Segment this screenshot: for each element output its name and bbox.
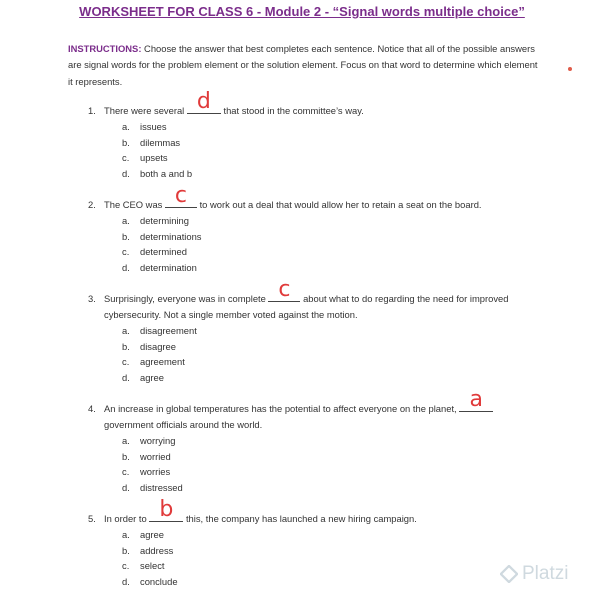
question-stem xyxy=(104,387,538,433)
answer-blank[interactable] xyxy=(268,277,300,302)
question-number: 2. xyxy=(88,199,96,210)
option-b[interactable]: b. address xyxy=(122,544,174,556)
handwritten-answer: b xyxy=(159,497,174,522)
instructions-label: INSTRUCTIONS: xyxy=(68,43,142,54)
stem-before: In order to xyxy=(104,513,150,524)
options-list xyxy=(122,119,538,181)
red-dot-mark xyxy=(568,67,572,71)
question-number: 3. xyxy=(88,293,96,304)
option-a[interactable]: a. agree xyxy=(122,529,164,540)
option-c[interactable]: c. determined xyxy=(122,246,187,258)
stem-before: The CEO was xyxy=(104,199,165,210)
question-4 xyxy=(88,387,538,495)
stem-after: to work out a deal that would allow her to retain a seat on the board. xyxy=(196,199,482,210)
platzi-watermark xyxy=(500,563,568,585)
question-stem xyxy=(104,183,538,213)
option-d[interactable]: d. conclude xyxy=(122,575,178,587)
options-list xyxy=(122,433,538,495)
option-b[interactable]: b. determinations xyxy=(122,230,202,242)
option-c[interactable]: c. worries xyxy=(122,466,171,478)
answer-blank[interactable] xyxy=(165,183,197,208)
question-number: 5. xyxy=(88,513,96,524)
options-list xyxy=(122,213,538,275)
stem-before: There were several xyxy=(104,105,187,116)
question-number: 1. xyxy=(88,105,96,116)
question-stem xyxy=(104,497,538,527)
options-list xyxy=(122,527,538,589)
question-2 xyxy=(88,183,538,275)
stem-before: An increase in global temperatures has the potential to affect everyone on the planet, xyxy=(104,403,460,414)
stem-after: this, the company has launched a new hiring campaign. xyxy=(183,513,417,524)
stem-after: government officials around the world. xyxy=(104,419,263,430)
option-c[interactable]: c. select xyxy=(122,560,165,572)
handwritten-answer: c xyxy=(278,277,291,302)
question-1 xyxy=(88,89,538,181)
handwritten-answer: d xyxy=(196,89,211,114)
options-list xyxy=(122,323,538,385)
option-d[interactable]: d. agree xyxy=(122,371,164,383)
option-a[interactable]: a. determining xyxy=(122,215,189,226)
question-5 xyxy=(88,497,538,589)
option-a[interactable]: a. worrying xyxy=(122,435,176,446)
instructions-text: Choose the answer that best completes each sentence. Notice that all of the possible answers are signal words for the problem element or the solution element. Focus on that word to determine which element it represents. xyxy=(68,43,538,87)
option-d[interactable]: d. distressed xyxy=(122,481,183,493)
stem-after: that stood in the committee’s way. xyxy=(220,105,364,116)
option-a[interactable]: a. issues xyxy=(122,121,167,132)
answer-blank[interactable] xyxy=(187,89,221,114)
stem-after: about what to do regarding the need for improved cybersecurity. Not a single member voted against the motion. xyxy=(104,293,509,320)
option-b[interactable]: b. disagree xyxy=(122,340,176,352)
option-d[interactable]: d. determination xyxy=(122,261,197,273)
stem-before: Surprisingly, everyone was in complete xyxy=(104,293,269,304)
answer-blank[interactable] xyxy=(149,497,183,522)
platzi-logo-icon xyxy=(500,565,518,583)
option-c[interactable]: c. upsets xyxy=(122,152,168,164)
question-stem xyxy=(104,277,538,323)
worksheet-title: WORKSHEET FOR CLASS 6 - Module 2 - “Signal words multiple choice” xyxy=(79,4,525,19)
option-a[interactable]: a. disagreement xyxy=(122,325,197,336)
handwritten-answer: a xyxy=(469,387,484,412)
option-b[interactable]: b. dilemmas xyxy=(122,136,181,148)
question-number: 4. xyxy=(88,403,96,414)
option-b[interactable]: b. worried xyxy=(122,450,171,462)
option-c[interactable]: c. agreement xyxy=(122,356,185,368)
question-3 xyxy=(88,277,538,385)
question-stem xyxy=(104,89,538,119)
answer-blank[interactable] xyxy=(459,387,493,412)
handwritten-answer: c xyxy=(174,183,188,208)
watermark-text: Platzi xyxy=(522,563,569,584)
instructions xyxy=(68,41,538,90)
option-d[interactable]: d. both a and b xyxy=(122,167,193,179)
